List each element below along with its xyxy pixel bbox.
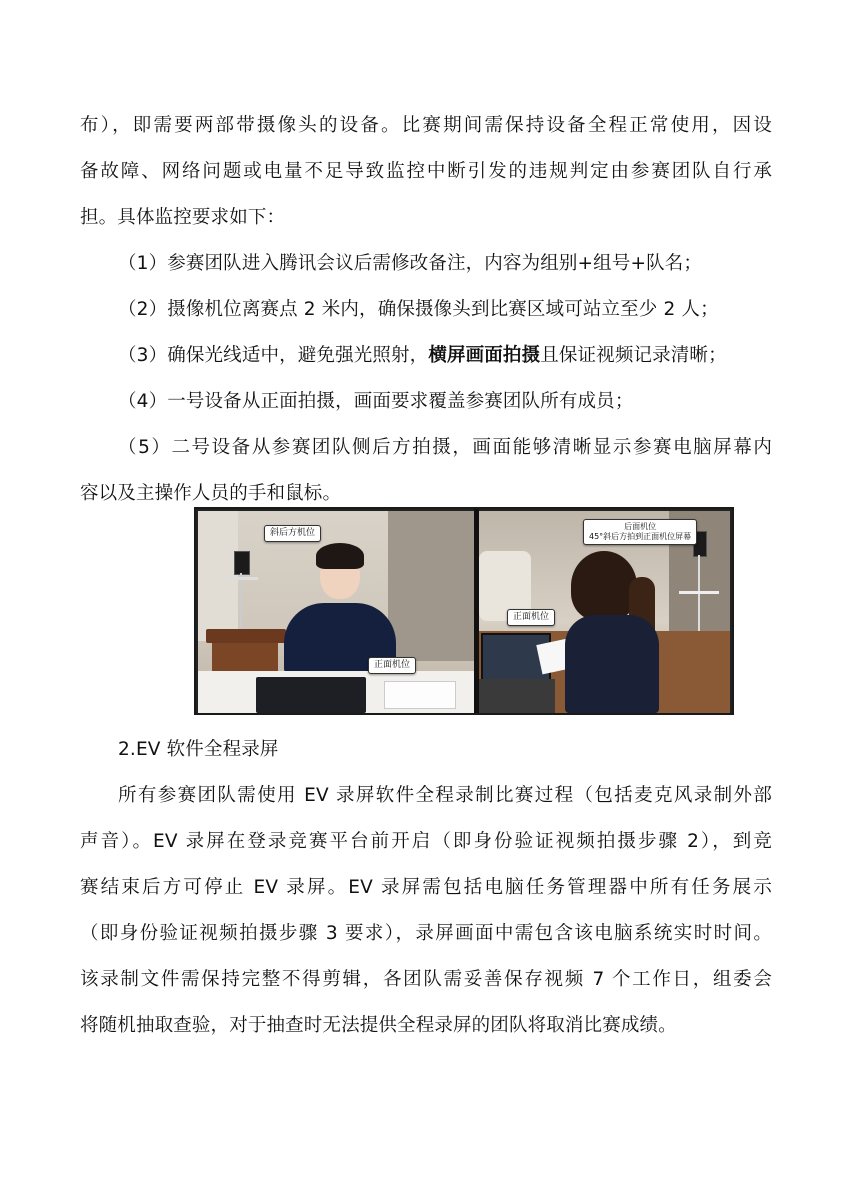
requirement-item-3-start: （3）确保光线适中，避免强光照射， — [118, 345, 429, 366]
requirement-item-4: （4）一号设备从正面拍摄，画面要求覆盖参赛团队所有成员； — [118, 391, 634, 412]
section-line-2: 声音）。EV 录屏在登录竞赛平台前开启（即身份验证视频拍摄步骤 2），到竞 — [80, 831, 772, 852]
intro-line-1: 布），即需要两部带摄像头的设备。比赛期间需保持设备全程正常使用，因设 — [80, 115, 772, 136]
requirement-item-1: （1）参赛团队进入腾讯会议后需修改备注，内容为组别+组号+队名； — [118, 253, 703, 274]
rear-view-photo — [479, 511, 730, 713]
camera-setup-figure — [194, 507, 734, 715]
label-rear-oblique-camera: 斜后方机位 — [264, 525, 321, 542]
label-rear-camera: 后面机位 — [624, 522, 657, 531]
section-line-3: 赛结束后方可停止 EV 录屏。EV 录屏需包括电脑任务管理器中所有任务展示 — [80, 877, 772, 898]
requirement-item-3 — [118, 344, 772, 368]
label-rear-camera-group — [583, 519, 697, 545]
label-front-camera: 正面机位 — [368, 657, 416, 674]
intro-line-2: 备故障、网络问题或电量不足导致监控中断引发的违规判定由参赛团队自行承 — [80, 161, 772, 182]
requirement-item-3-bold: 横屏画面拍摄 — [428, 345, 541, 366]
section-line-4: （即身份验证视频拍摄步骤 3 要求），录屏画面中需包含该电脑系统实时时间。 — [80, 923, 772, 944]
section-line-5: 该录制文件需保持完整不得剪辑，各团队需妥善保存视频 7 个工作日，组委会 — [80, 969, 772, 990]
requirement-item-5-line-2: 容以及主操作人员的手和鼠标。 — [80, 483, 342, 504]
label-rear-camera-note: 45°斜后方拍到正面机位屏幕 — [589, 532, 692, 541]
requirement-item-2: （2）摄像机位离赛点 2 米内，确保摄像头到比赛区域可站立至少 2 人； — [118, 299, 719, 320]
section-line-1: 所有参赛团队需使用 EV 录屏软件全程录制比赛过程（包括麦克风录制外部 — [118, 785, 772, 806]
intro-line-3: 担。具体监控要求如下： — [80, 207, 286, 228]
label-front-camera-right: 正面机位 — [507, 609, 555, 626]
front-view-photo — [198, 511, 474, 713]
requirement-item-3-end: 且保证视频记录清晰； — [540, 345, 727, 366]
section-line-6: 将随机抽取查验，对于抽查时无法提供全程录屏的团队将取消比赛成绩。 — [80, 1015, 677, 1036]
section-heading: 2.EV 软件全程录屏 — [118, 739, 279, 760]
requirement-item-5-line-1: （5）二号设备从参赛团队侧后方拍摄，画面能够清晰显示参赛电脑屏幕内 — [118, 437, 772, 458]
